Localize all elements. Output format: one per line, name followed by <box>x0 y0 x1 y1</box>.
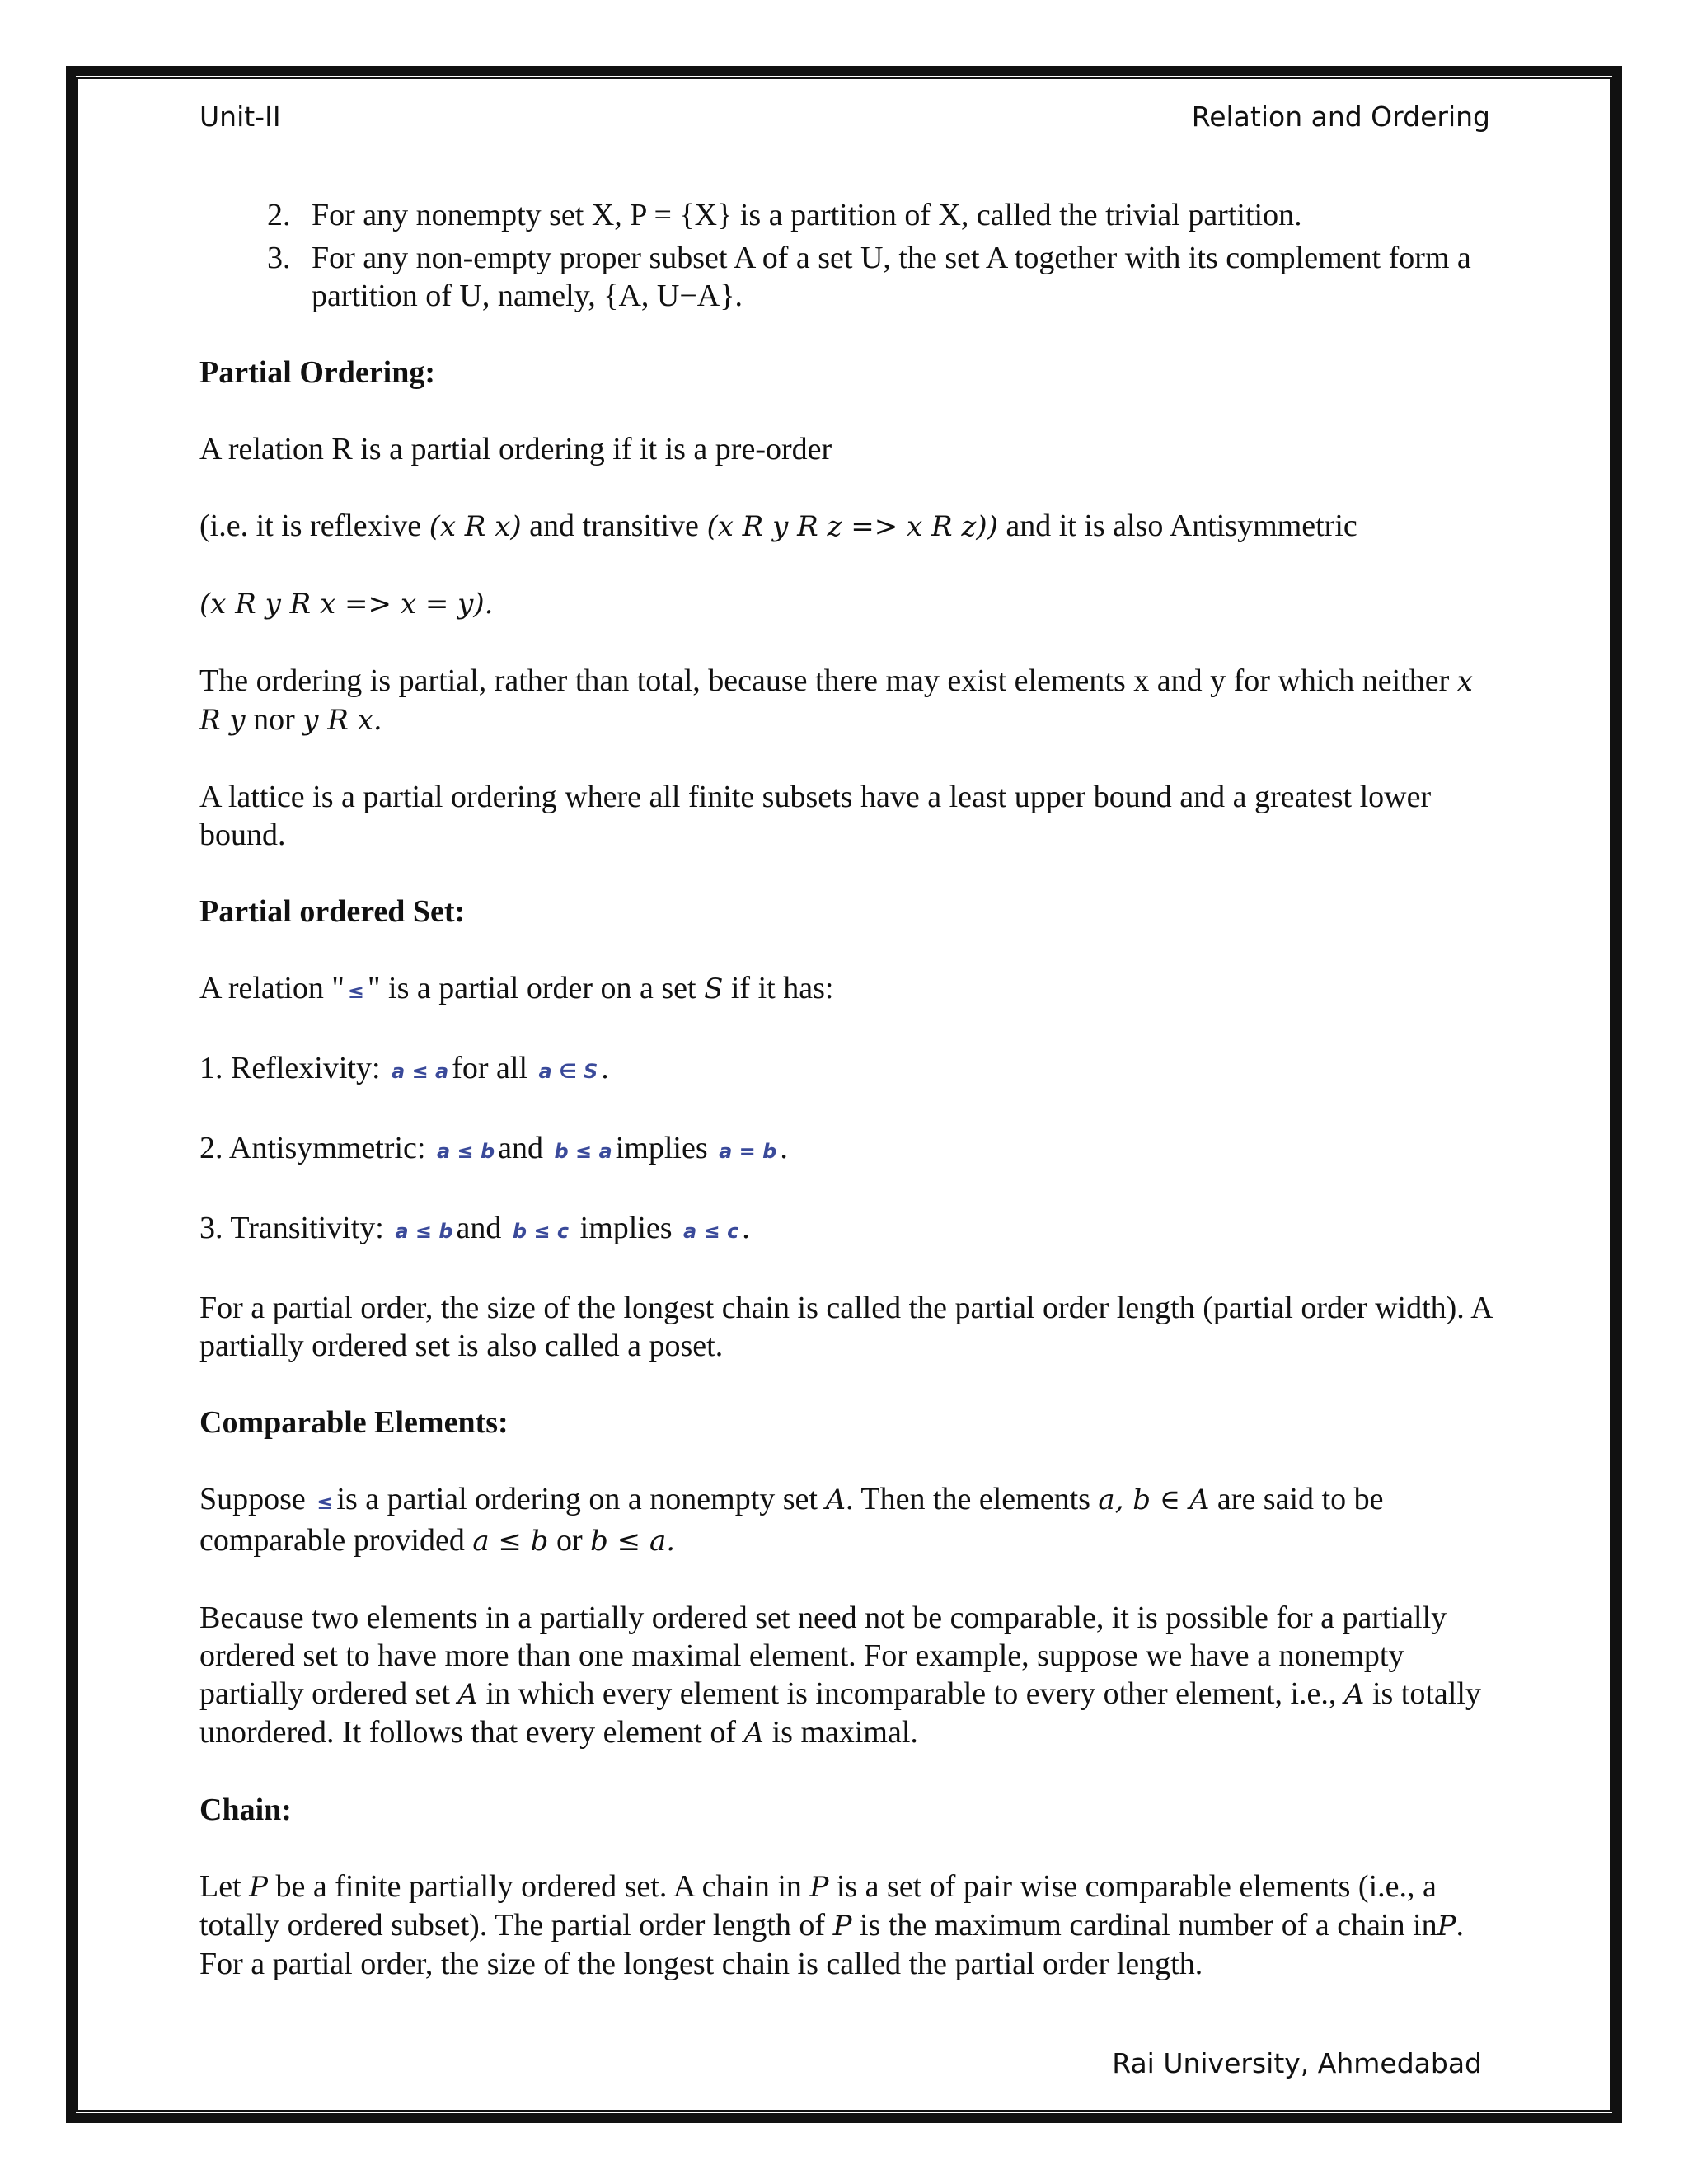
math-expression: S <box>704 972 724 1005</box>
text-run: A relation " <box>199 971 345 1005</box>
list-item-text: For any non-empty proper subset A of a set U, the set A together with its complement form a partition of U, namely, {A, U−A}. <box>312 241 1471 313</box>
property-antisymmetric <box>199 1129 1493 1170</box>
text-run: is a partial ordering on a nonempty set <box>336 1482 826 1516</box>
text-run: or <box>548 1523 591 1558</box>
text-run: Suppose <box>199 1482 314 1516</box>
math-expression: b ≤ a <box>554 1140 612 1163</box>
text-run: if it has: <box>723 971 834 1005</box>
text-run: . <box>601 1051 609 1085</box>
text-run: be a finite partially ordered set. A chain in <box>268 1869 810 1904</box>
section-heading-partial-ordering: Partial Ordering: <box>199 355 435 390</box>
text-run: Because two elements in a partially ordered set need not be comparable, it is possible for a partially ordered set to have more than one maximal element. For example, suppose we have a nonempty partially ordered set <box>199 1601 1447 1711</box>
math-expression: A <box>743 1717 765 1750</box>
partition-examples-list <box>199 196 1493 315</box>
math-expression: (x R y R x => x = y). <box>199 588 494 621</box>
paragraph <box>199 1599 1493 1752</box>
leq-symbol: ≤ <box>316 1491 334 1514</box>
text-run: The ordering is partial, rather than total, because there may exist elements x and y for which neither <box>199 663 1457 698</box>
math-expression: a ∈ S <box>538 1060 598 1083</box>
text-run: Let <box>199 1869 250 1904</box>
text-run: nor <box>245 702 303 737</box>
text-run: implies <box>572 1211 681 1245</box>
math-expression: b ≤ c <box>512 1220 570 1243</box>
section-heading-comparable: Comparable Elements: <box>199 1405 509 1440</box>
text-run: . For a partial order, the size of the longest chain is called the partial order length. <box>199 1908 1465 1981</box>
text-run: . <box>742 1211 750 1245</box>
paragraph: For a partial order, the size of the longest chain is called the partial order length (partial order width). A partially ordered set is also called a poset. <box>199 1291 1492 1363</box>
math-expression: A <box>1343 1678 1365 1711</box>
text-run: is maximal. <box>764 1715 918 1750</box>
paragraph <box>199 1868 1493 1983</box>
section-heading-poset: Partial ordered Set: <box>199 894 466 929</box>
math-expression: b ≤ a. <box>590 1525 676 1558</box>
paragraph <box>199 662 1493 739</box>
text-run: is a set of pair wise comparable elements (i.e., a totally ordered subset). The partial order length of <box>199 1869 1437 1943</box>
math-expression: P <box>809 1871 829 1904</box>
math-expression: P <box>249 1871 269 1904</box>
math-expression: A <box>457 1678 478 1711</box>
math-expression: a = b <box>719 1140 777 1163</box>
text-run: and <box>456 1211 509 1245</box>
paragraph: A lattice is a partial ordering where all finite subsets have a least upper bound and a greatest lower bound. <box>199 780 1432 852</box>
math-expression: a ≤ a <box>392 1060 449 1083</box>
math-expression: P <box>1437 1910 1456 1943</box>
property-label: 2. Antisymmetric: <box>199 1131 434 1165</box>
text-run: and it is also Antisymmetric <box>997 509 1357 543</box>
math-expression: a, b ∈ A <box>1098 1483 1210 1516</box>
text-run: and <box>498 1131 551 1165</box>
property-label: 3. Transitivity: <box>199 1211 392 1245</box>
section-heading-chain: Chain: <box>199 1793 292 1827</box>
text-run: . Then the elements <box>846 1482 1099 1516</box>
math-expression: a ≤ b <box>436 1140 495 1163</box>
text-run: . <box>780 1131 788 1165</box>
text-run: (i.e. it is reflexive <box>199 509 429 543</box>
math-expression: (x R x) <box>429 510 522 543</box>
math-expression: A <box>825 1483 846 1516</box>
math-expression: y R x. <box>302 704 382 737</box>
property-reflexivity <box>199 1049 1493 1090</box>
paragraph <box>199 507 1493 546</box>
math-expression: (x R y R z => x R z)) <box>706 510 998 543</box>
text-run: is the maximum cardinal number of a chain in <box>851 1908 1437 1943</box>
text-run: for all <box>452 1051 536 1085</box>
text-run: implies <box>615 1131 716 1165</box>
page-content <box>199 196 1493 2022</box>
list-item <box>298 239 1493 315</box>
math-expression: a ≤ b <box>472 1525 549 1558</box>
property-label: 1. Reflexivity: <box>199 1051 389 1085</box>
text-run: and transitive <box>521 509 707 543</box>
math-expression: a ≤ c <box>683 1220 739 1243</box>
list-item <box>298 196 1493 234</box>
header-unit: Unit-II <box>199 101 281 133</box>
leq-symbol: ≤ <box>347 980 365 1003</box>
paragraph <box>199 584 1493 623</box>
header-topic: Relation and Ordering <box>1191 101 1490 133</box>
property-transitivity <box>199 1209 1493 1250</box>
math-expression: a ≤ b <box>395 1220 453 1243</box>
text-run: is totally unordered. It follows that every element of <box>199 1676 1481 1750</box>
text-run: in which every element is incomparable to every other element, i.e., <box>477 1676 1344 1711</box>
math-expression: P <box>832 1910 852 1943</box>
text-run: " is a partial order on a set <box>368 971 705 1005</box>
text-run: are said to be comparable provided <box>199 1482 1384 1558</box>
list-item-text: For any nonempty set X, P = {X} is a partition of X, called the trivial partition. <box>312 198 1302 232</box>
paragraph: A relation R is a partial ordering if it is a pre-order <box>199 432 832 466</box>
paragraph <box>199 969 1493 1010</box>
footer-institution: Rai University, Ahmedabad <box>1112 2047 1482 2079</box>
paragraph <box>199 1480 1493 1560</box>
math-expression: x R y <box>199 665 1473 737</box>
